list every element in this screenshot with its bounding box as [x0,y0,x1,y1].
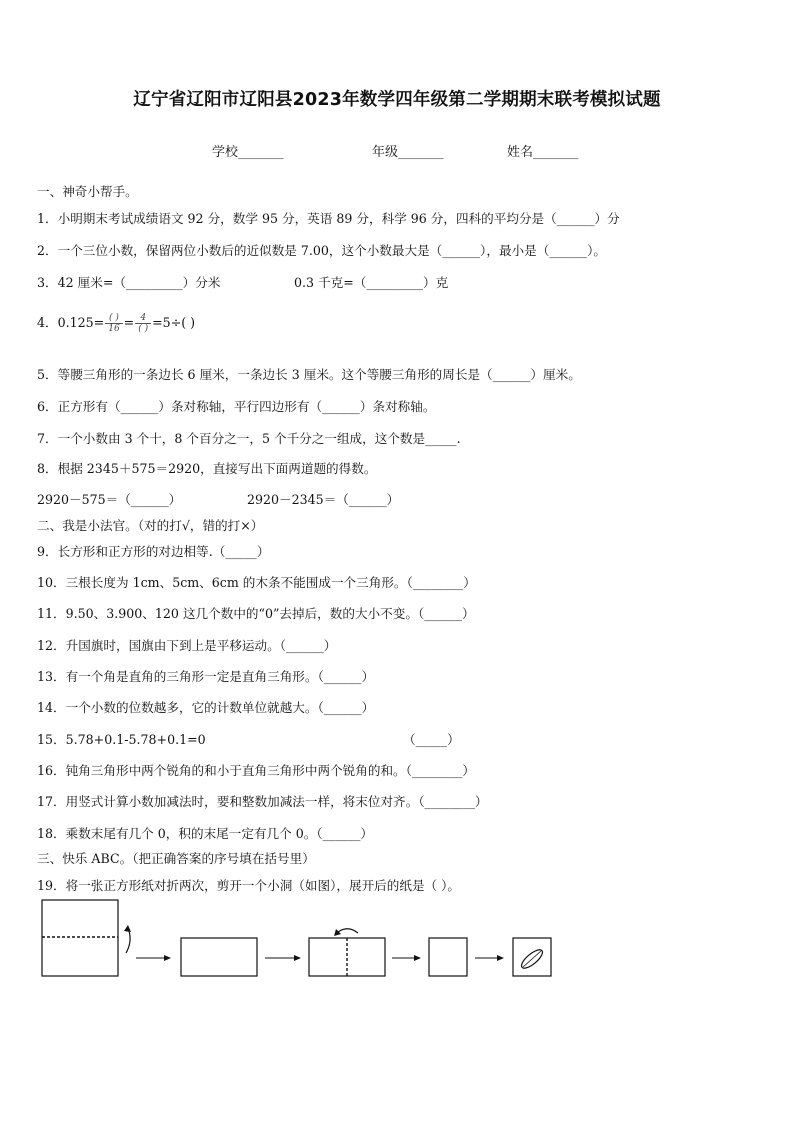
square-paper [42,900,118,976]
question-12: 12．升国旗时，国旗由下到上是平移运动。（______） [37,638,337,653]
arrow-icon [164,955,171,961]
question-11: 11．9.50、3.900、120 这几个数中的“0”去掉后，数的大小不变。（______） [37,606,475,621]
question-14: 14．一个小数的位数越多，它的计数单位就越大。（______） [37,700,375,715]
question-7: 7．一个小数由 3 个十，8 个百分之一，5 个千分之一组成，这个数是_____. [37,431,461,446]
school-field[interactable]: 学校_______ [212,145,284,160]
page-title: 辽宁省辽阳市辽阳县2023年数学四年级第二学期期末联考模拟试题 [133,90,661,110]
arrow-icon [497,955,504,961]
fold-arrow-2 [338,929,358,933]
question-19: 19．将一张正方形纸对折两次，剪开一个小洞（如图），展开后的纸是（ ）。 [37,878,461,893]
question-8a: 2920－575＝（______） [37,492,182,507]
folding-diagram [38,895,558,980]
fraction-2-numerator: 4 [135,313,151,324]
section-1-heading: 一、神奇小帮手。 [37,184,138,199]
question-8: 8．根据 2345＋575＝2920，直接写出下面两道题的得数。 [37,461,377,476]
question-8b: 2920－2345＝（______） [247,492,400,507]
question-4 [37,312,195,334]
question-6: 6．正方形有（______）条对称轴，平行四边形有（______）条对称轴。 [37,399,436,414]
fraction-2-denominator: ( ) [138,324,149,334]
fraction-1-denominator: 16 [108,324,120,334]
question-4-equals: = [123,315,135,330]
fraction-2 [135,313,151,334]
question-3a: 3．42 厘米=（_________）分米 [37,275,221,290]
fraction-1 [105,313,122,334]
section-2-heading: 二、我是小法官。（对的打√，错的打×） [37,518,264,533]
folded-rectangle [181,938,257,976]
question-15a: 15．5.78+0.1-5.78+0.1=0 [37,732,206,747]
question-4-suffix: =5÷( ) [152,315,196,330]
question-9: 9．长方形和正方形的对边相等.（_____） [37,544,270,559]
cut-square [513,938,551,976]
arrow-icon [294,955,301,961]
name-field[interactable]: 姓名_______ [507,145,579,160]
arrow-icon [414,955,421,961]
question-3b: 0.3 千克=（_________）克 [294,275,449,290]
question-1: 1．小明期末考试成绩语文 92 分，数学 95 分，英语 89 分，科学 96 分，四科的平均分是（______）分 [37,211,620,226]
question-2: 2．一个三位小数，保留两位小数后的近似数是 7.00，这个小数最大是（______），最小是（______）。 [37,243,606,258]
folded-square [429,938,467,976]
section-3-heading: 三、快乐 ABC。（把正确答案的序号填在括号里） [37,851,315,866]
question-18: 18．乘数末尾有几个 0，积的末尾一定有几个 0。（______） [37,826,374,841]
fraction-1-numerator: ( ) [105,313,122,324]
question-4-prefix: 4．0.125= [37,315,105,330]
question-15b: （_____） [403,732,460,747]
question-17: 17．用竖式计算小数加减法时，要和整数加减法一样，将末位对齐。（________） [37,794,488,809]
question-13: 13．有一个角是直角的三角形一定是直角三角形。（______） [37,669,375,684]
question-10: 10．三根长度为 1cm、5cm、6cm 的木条不能围成一个三角形。（________） [37,575,476,590]
grade-field[interactable]: 年级_______ [372,145,444,160]
question-16: 16．钝角三角形中两个锐角的和小于直角三角形中两个锐角的和。（________） [37,763,475,778]
question-5: 5．等腰三角形的一条边长 6 厘米，一条边长 3 厘米。这个等腰三角形的周长是（______）厘米。 [37,367,581,382]
